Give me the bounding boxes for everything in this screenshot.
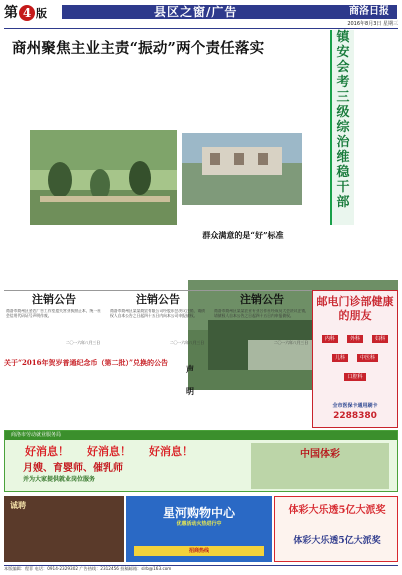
notice-title: 注销公告: [136, 293, 180, 306]
statement-title: 声明: [186, 364, 194, 396]
section-bar: [62, 5, 397, 19]
employment-ad-right-title: 中国体彩: [300, 449, 340, 460]
clinic-tag: 外科: [347, 335, 363, 343]
employment-ad-sub: 月嫂、育婴师、催乳师: [23, 463, 123, 474]
secondary-photo: [182, 133, 302, 205]
lottery-ad-title: 体彩大乐透5亿大派奖: [288, 505, 386, 516]
page-footer: 本版编辑：程菲 电话：0914-2329302 广告热线：2312456 投稿邮箱：slrb@163.com: [4, 565, 398, 572]
clinic-tag: 儿科: [332, 354, 348, 362]
section-title: 县区之窗/广告: [154, 5, 238, 19]
clinic-tag: 内科: [322, 335, 338, 343]
clinic-ad[interactable]: [312, 290, 398, 428]
coin-exchange-notice: [4, 358, 184, 394]
article-subhead: 群众满意的是“好”标准: [202, 230, 284, 240]
notice-title: 注销公告: [240, 293, 284, 306]
notice-3: [212, 291, 312, 357]
recruit-ad-title: 诚聘: [10, 500, 26, 510]
masthead: [0, 0, 402, 28]
lottery-ad[interactable]: [274, 496, 398, 562]
clinic-hotline-label: 全市医保卡通用刷卡: [332, 403, 378, 409]
notice-sign: 二〇一六年八月三日: [169, 340, 204, 345]
right-vertical-headline: [330, 30, 354, 225]
page-suffix: 版: [36, 7, 47, 20]
coin-notice-title: 关于“2016年贺岁普通纪念币（第二批）”兑换的公告: [4, 358, 169, 367]
employment-ad-sub2: 并为大家提供就业岗位服务: [23, 476, 96, 483]
page-number: [4, 4, 47, 23]
lead-headline: 商州聚焦主业主责“振动”两个责任落实: [12, 40, 265, 57]
notice-title: 注销公告: [32, 293, 76, 306]
shopping-center-sub: 优惠活动火热进行中: [176, 521, 222, 527]
clinic-tag: 妇科: [372, 335, 388, 343]
notice-2: [108, 291, 208, 357]
notice-body: 商洛市商州区某某商贸有限公司经股东会决议注销，请债权人自本公告之日起四十五日内向本公司申报债权。: [110, 309, 205, 318]
shopping-center-bar: 招商热线: [134, 546, 264, 556]
employment-ad[interactable]: [4, 430, 398, 492]
good-news-1: 好消息！: [25, 445, 69, 458]
clinic-tag: 口腔科: [344, 373, 365, 381]
notice-sign: 二〇一六年八月三日: [65, 340, 100, 345]
newspaper-logo: 商洛日报: [349, 6, 389, 17]
photo-image: [182, 133, 302, 205]
employment-ad-header: 商洛市劳动就业服务局: [5, 431, 397, 440]
notice-1: [4, 291, 104, 357]
page-prefix: 第: [4, 5, 18, 21]
page-number-badge: 4: [19, 5, 35, 21]
vertical-headline-text: 镇安会考三级综治维稳干部: [336, 30, 350, 210]
lottery-ad-sub: 体彩大乐透5亿大派奖: [293, 536, 381, 546]
good-news-3: 好消息！: [149, 445, 193, 458]
main-photo: [30, 130, 177, 225]
notice-sign: 二〇一六年八月三日: [273, 340, 308, 345]
shopping-center-title: 星河购物中心: [162, 506, 235, 520]
notice-body: 商洛市商州区某某农业专业合作社经成员大会决议注销，请债权人自本公告之日起四十五日内申报债权。: [214, 309, 309, 318]
clinic-phone[interactable]: 2288380: [333, 411, 377, 421]
good-news-2: 好消息！: [87, 445, 131, 458]
notice-body: 商洛市商州区金农广告工作室遗失营业执照正本，统一社会信用代码证号声明作废。: [6, 309, 101, 318]
statement-block: [186, 358, 308, 428]
recruit-ad[interactable]: [4, 496, 124, 562]
photo-image: [30, 130, 177, 225]
clinic-ad-title: 邮电门诊部健康的朋友: [316, 295, 394, 322]
clinic-ad-tags: [313, 323, 397, 384]
dateline: 2016年8月3日 星期三: [347, 21, 398, 27]
masthead-rule: [4, 28, 398, 29]
shopping-center-ad[interactable]: [126, 496, 272, 562]
clinic-tag: 中医科: [357, 354, 378, 362]
